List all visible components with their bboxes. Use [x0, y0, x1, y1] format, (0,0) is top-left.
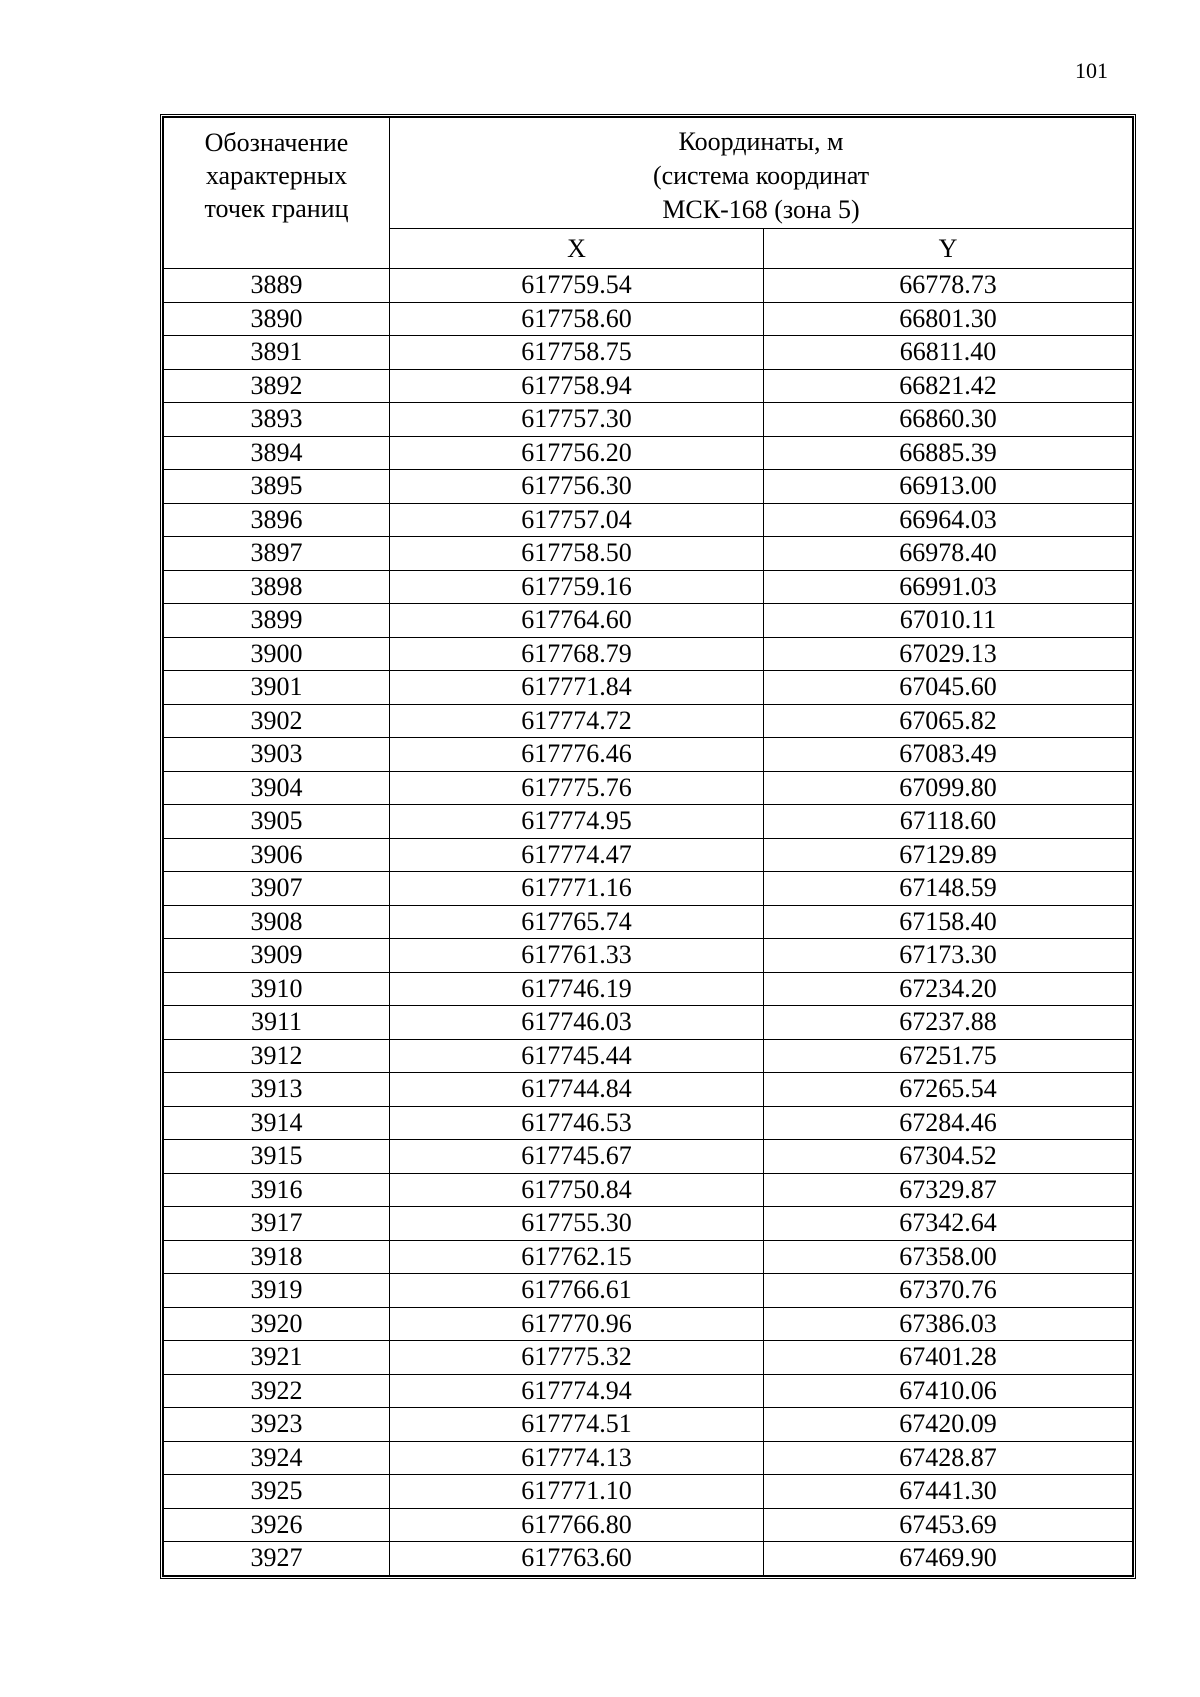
- table-row: [164, 1441, 1133, 1475]
- cell-x: 617756.30: [390, 470, 764, 504]
- cell-x: 617771.84: [390, 671, 764, 705]
- cell-y: 67129.89: [764, 838, 1133, 872]
- cell-x: 617759.16: [390, 570, 764, 604]
- table-row: [164, 939, 1133, 973]
- cell-x: 617746.19: [390, 972, 764, 1006]
- table-row: [164, 1374, 1133, 1408]
- header-coords-line-2: (система координат: [652, 161, 870, 190]
- header-coords-line-1: Координаты, м: [678, 127, 844, 156]
- cell-y: 67342.64: [764, 1207, 1133, 1241]
- header-point-line-1: Обозначение: [204, 128, 349, 157]
- table-row: [164, 1106, 1133, 1140]
- cell-x: 617758.50: [390, 537, 764, 571]
- cell-point: 3896: [164, 503, 390, 537]
- cell-y: 67234.20: [764, 972, 1133, 1006]
- coordinates-table-frame: [160, 114, 1136, 1579]
- cell-x: 617746.03: [390, 1006, 764, 1040]
- table-row: [164, 771, 1133, 805]
- coordinates-table: [163, 117, 1133, 1576]
- cell-point: 3911: [164, 1006, 390, 1040]
- cell-y: 67441.30: [764, 1475, 1133, 1509]
- table-row: [164, 1408, 1133, 1442]
- cell-x: 617744.84: [390, 1073, 764, 1107]
- cell-x: 617764.60: [390, 604, 764, 638]
- cell-point: 3906: [164, 838, 390, 872]
- cell-x: 617765.74: [390, 905, 764, 939]
- table-row: [164, 1475, 1133, 1509]
- cell-y: 67401.28: [764, 1341, 1133, 1375]
- table-row: [164, 369, 1133, 403]
- cell-x: 617758.75: [390, 336, 764, 370]
- table-row: [164, 838, 1133, 872]
- table-row: [164, 302, 1133, 336]
- cell-point: 3895: [164, 470, 390, 504]
- cell-x: 617771.10: [390, 1475, 764, 1509]
- cell-y: 67386.03: [764, 1307, 1133, 1341]
- cell-point: 3890: [164, 302, 390, 336]
- cell-point: 3916: [164, 1173, 390, 1207]
- table-row: [164, 738, 1133, 772]
- table-row: [164, 336, 1133, 370]
- cell-point: 3920: [164, 1307, 390, 1341]
- header-col-x: X: [390, 229, 764, 269]
- cell-point: 3912: [164, 1039, 390, 1073]
- cell-y: 67410.06: [764, 1374, 1133, 1408]
- cell-point: 3919: [164, 1274, 390, 1308]
- cell-x: 617758.94: [390, 369, 764, 403]
- table-header: [164, 118, 1133, 269]
- cell-y: 67251.75: [764, 1039, 1133, 1073]
- table-row: [164, 503, 1133, 537]
- cell-point: 3921: [164, 1341, 390, 1375]
- cell-point: 3902: [164, 704, 390, 738]
- cell-point: 3899: [164, 604, 390, 638]
- cell-point: 3901: [164, 671, 390, 705]
- cell-y: 67065.82: [764, 704, 1133, 738]
- cell-y: 67358.00: [764, 1240, 1133, 1274]
- cell-y: 66860.30: [764, 403, 1133, 437]
- cell-point: 3907: [164, 872, 390, 906]
- cell-y: 67304.52: [764, 1140, 1133, 1174]
- cell-y: 67469.90: [764, 1542, 1133, 1576]
- cell-x: 617761.33: [390, 939, 764, 973]
- table-row: [164, 704, 1133, 738]
- table-row: [164, 671, 1133, 705]
- cell-y: 66801.30: [764, 302, 1133, 336]
- cell-y: 66821.42: [764, 369, 1133, 403]
- cell-point: 3927: [164, 1542, 390, 1576]
- cell-point: 3909: [164, 939, 390, 973]
- cell-x: 617746.53: [390, 1106, 764, 1140]
- cell-y: 67284.46: [764, 1106, 1133, 1140]
- cell-y: 67428.87: [764, 1441, 1133, 1475]
- header-point-designation: [164, 118, 390, 269]
- table-row: [164, 604, 1133, 638]
- cell-point: 3925: [164, 1475, 390, 1509]
- table-row: [164, 537, 1133, 571]
- cell-x: 617757.30: [390, 403, 764, 437]
- cell-y: 67329.87: [764, 1173, 1133, 1207]
- cell-point: 3904: [164, 771, 390, 805]
- cell-x: 617757.04: [390, 503, 764, 537]
- cell-x: 617771.16: [390, 872, 764, 906]
- cell-x: 617768.79: [390, 637, 764, 671]
- cell-point: 3922: [164, 1374, 390, 1408]
- table-row: [164, 1307, 1133, 1341]
- header-point-line-2: характерных: [205, 161, 348, 190]
- cell-y: 67045.60: [764, 671, 1133, 705]
- cell-point: 3889: [164, 269, 390, 303]
- cell-y: 66885.39: [764, 436, 1133, 470]
- cell-point: 3897: [164, 537, 390, 571]
- cell-x: 617759.54: [390, 269, 764, 303]
- table-row: [164, 805, 1133, 839]
- cell-x: 617774.72: [390, 704, 764, 738]
- cell-x: 617776.46: [390, 738, 764, 772]
- table-body: [164, 269, 1133, 1576]
- cell-x: 617770.96: [390, 1307, 764, 1341]
- table-row: [164, 1039, 1133, 1073]
- cell-point: 3926: [164, 1508, 390, 1542]
- cell-x: 617766.80: [390, 1508, 764, 1542]
- cell-point: 3908: [164, 905, 390, 939]
- cell-point: 3891: [164, 336, 390, 370]
- cell-point: 3898: [164, 570, 390, 604]
- cell-y: 67173.30: [764, 939, 1133, 973]
- cell-y: 67029.13: [764, 637, 1133, 671]
- cell-y: 67370.76: [764, 1274, 1133, 1308]
- cell-point: 3914: [164, 1106, 390, 1140]
- cell-y: 67237.88: [764, 1006, 1133, 1040]
- table-row: [164, 1006, 1133, 1040]
- page-number: 101: [1075, 58, 1108, 83]
- cell-y: 67265.54: [764, 1073, 1133, 1107]
- table-row: [164, 1140, 1133, 1174]
- table-row: [164, 1207, 1133, 1241]
- cell-x: 617756.20: [390, 436, 764, 470]
- header-point-line-3: точек границ: [204, 194, 349, 223]
- table-row: [164, 269, 1133, 303]
- cell-y: 66964.03: [764, 503, 1133, 537]
- cell-y: 66913.00: [764, 470, 1133, 504]
- table-row: [164, 972, 1133, 1006]
- cell-x: 617775.76: [390, 771, 764, 805]
- cell-y: 66978.40: [764, 537, 1133, 571]
- cell-x: 617774.94: [390, 1374, 764, 1408]
- cell-y: 67083.49: [764, 738, 1133, 772]
- cell-y: 67118.60: [764, 805, 1133, 839]
- table-row: [164, 570, 1133, 604]
- table-row: [164, 1173, 1133, 1207]
- cell-y: 67420.09: [764, 1408, 1133, 1442]
- cell-point: 3905: [164, 805, 390, 839]
- table-row: [164, 905, 1133, 939]
- cell-x: 617762.15: [390, 1240, 764, 1274]
- cell-point: 3910: [164, 972, 390, 1006]
- cell-point: 3913: [164, 1073, 390, 1107]
- header-col-y: Y: [764, 229, 1133, 269]
- cell-y: 66811.40: [764, 336, 1133, 370]
- cell-x: 617755.30: [390, 1207, 764, 1241]
- cell-y: 67453.69: [764, 1508, 1133, 1542]
- cell-x: 617774.95: [390, 805, 764, 839]
- table-row: [164, 436, 1133, 470]
- cell-point: 3918: [164, 1240, 390, 1274]
- table-row: [164, 1508, 1133, 1542]
- cell-point: 3900: [164, 637, 390, 671]
- cell-x: 617774.13: [390, 1441, 764, 1475]
- cell-x: 617775.32: [390, 1341, 764, 1375]
- table-row: [164, 1542, 1133, 1576]
- table-row: [164, 1341, 1133, 1375]
- cell-y: 66991.03: [764, 570, 1133, 604]
- table-row: [164, 1073, 1133, 1107]
- cell-x: 617763.60: [390, 1542, 764, 1576]
- cell-point: 3892: [164, 369, 390, 403]
- cell-x: 617774.47: [390, 838, 764, 872]
- table-row: [164, 1240, 1133, 1274]
- cell-x: 617774.51: [390, 1408, 764, 1442]
- cell-point: 3924: [164, 1441, 390, 1475]
- cell-point: 3917: [164, 1207, 390, 1241]
- cell-y: 67099.80: [764, 771, 1133, 805]
- header-coords-line-3: МСК-168 (зона 5): [662, 195, 860, 224]
- cell-x: 617750.84: [390, 1173, 764, 1207]
- cell-y: 67158.40: [764, 905, 1133, 939]
- cell-y: 66778.73: [764, 269, 1133, 303]
- cell-x: 617766.61: [390, 1274, 764, 1308]
- cell-point: 3894: [164, 436, 390, 470]
- table-row: [164, 1274, 1133, 1308]
- cell-x: 617745.44: [390, 1039, 764, 1073]
- table-row: [164, 403, 1133, 437]
- cell-point: 3915: [164, 1140, 390, 1174]
- table-row: [164, 872, 1133, 906]
- cell-y: 67148.59: [764, 872, 1133, 906]
- cell-x: 617758.60: [390, 302, 764, 336]
- table-row: [164, 470, 1133, 504]
- header-coordinates: [390, 118, 1133, 229]
- cell-point: 3903: [164, 738, 390, 772]
- table-row: [164, 637, 1133, 671]
- cell-y: 67010.11: [764, 604, 1133, 638]
- cell-x: 617745.67: [390, 1140, 764, 1174]
- cell-point: 3893: [164, 403, 390, 437]
- cell-point: 3923: [164, 1408, 390, 1442]
